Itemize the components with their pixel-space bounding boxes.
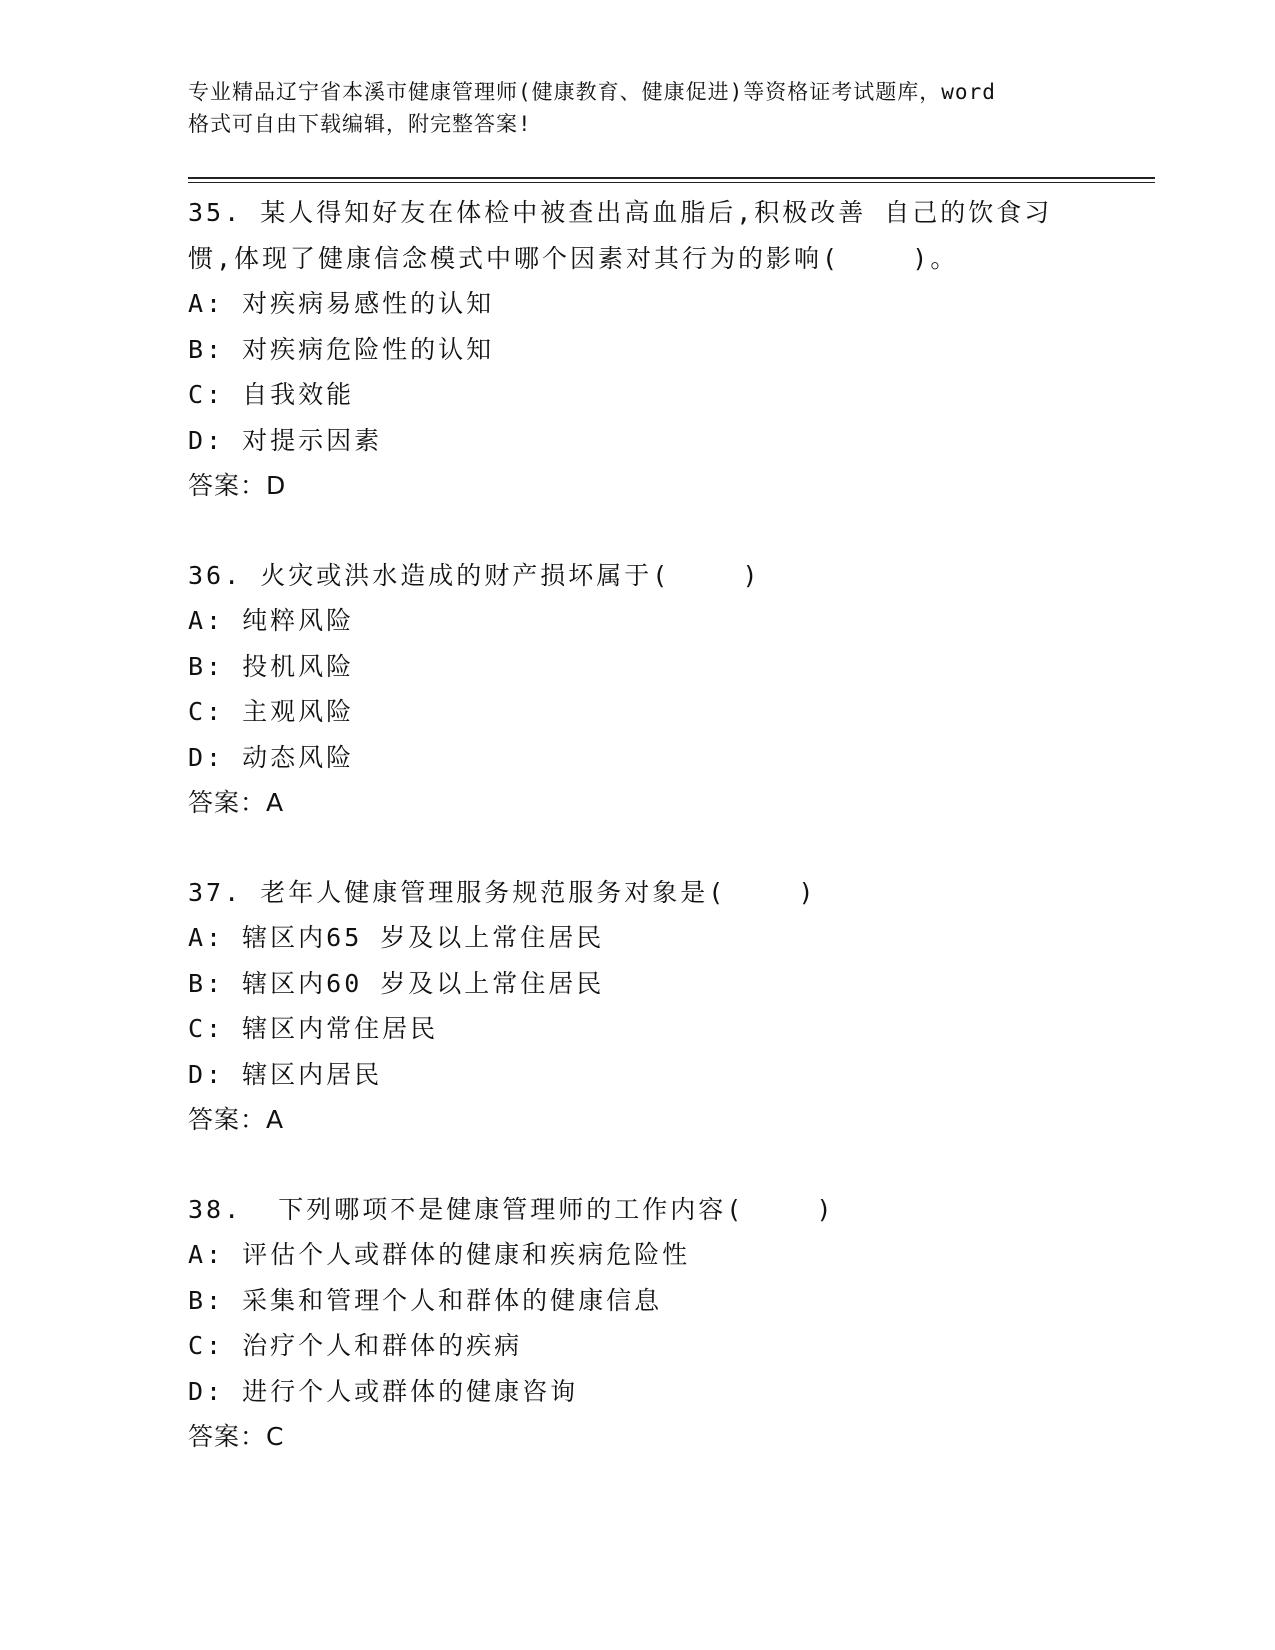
question-stem-continued: 惯,体现了健康信念模式中哪个因素对其行为的影响( )。 bbox=[188, 243, 959, 273]
option-c: C: 治疗个人和群体的疾病 bbox=[188, 1331, 523, 1360]
answer: 答案：A bbox=[188, 788, 285, 817]
question-36 bbox=[188, 553, 1088, 826]
option-a: A: 对疾病易感性的认知 bbox=[188, 289, 495, 318]
option-d: D: 辖区内居民 bbox=[188, 1059, 383, 1089]
header-divider-thin bbox=[188, 182, 1155, 183]
option-d: D: 对提示因素 bbox=[188, 425, 383, 455]
answer: 答案：D bbox=[188, 471, 287, 500]
question-38 bbox=[188, 1187, 1088, 1460]
question-37 bbox=[188, 870, 1088, 1143]
question-stem: 38. 下列哪项不是健康管理师的工作内容( ) bbox=[188, 1194, 835, 1224]
question-stem: 37. 老年人健康管理服务规范服务对象是( ) bbox=[188, 877, 817, 907]
option-b: B: 对疾病危险性的认知 bbox=[188, 334, 495, 364]
header-line-1: 专业精品辽宁省本溪市健康管理师(健康教育、健康促进)等资格证考试题库，word bbox=[188, 80, 996, 104]
document-header bbox=[188, 76, 1088, 140]
header-line-2: 格式可自由下载编辑，附完整答案! bbox=[188, 112, 532, 136]
answer: 答案：C bbox=[188, 1422, 285, 1451]
option-c: C: 自我效能 bbox=[188, 380, 355, 409]
question-stem: 35. 某人得知好友在体检中被查出高血脂后,积极改善 自己的饮食习 bbox=[188, 198, 1053, 227]
option-d: D: 进行个人或群体的健康咨询 bbox=[188, 1376, 579, 1406]
option-b: B: 投机风险 bbox=[188, 651, 355, 681]
option-b: B: 辖区内60 岁及以上常住居民 bbox=[188, 968, 605, 998]
header-divider-thick bbox=[188, 177, 1155, 179]
option-a: A: 纯粹风险 bbox=[188, 606, 355, 635]
answer: 答案：A bbox=[188, 1105, 285, 1134]
option-c: C: 辖区内常住居民 bbox=[188, 1014, 439, 1043]
question-list bbox=[188, 190, 1088, 1504]
option-c: C: 主观风险 bbox=[188, 697, 355, 726]
option-b: B: 采集和管理个人和群体的健康信息 bbox=[188, 1285, 663, 1315]
question-35 bbox=[188, 190, 1088, 509]
option-a: A: 辖区内65 岁及以上常住居民 bbox=[188, 923, 605, 952]
option-a: A: 评估个人或群体的健康和疾病危险性 bbox=[188, 1240, 691, 1269]
option-d: D: 动态风险 bbox=[188, 742, 355, 772]
question-stem: 36. 火灾或洪水造成的财产损坏属于( ) bbox=[188, 560, 761, 590]
